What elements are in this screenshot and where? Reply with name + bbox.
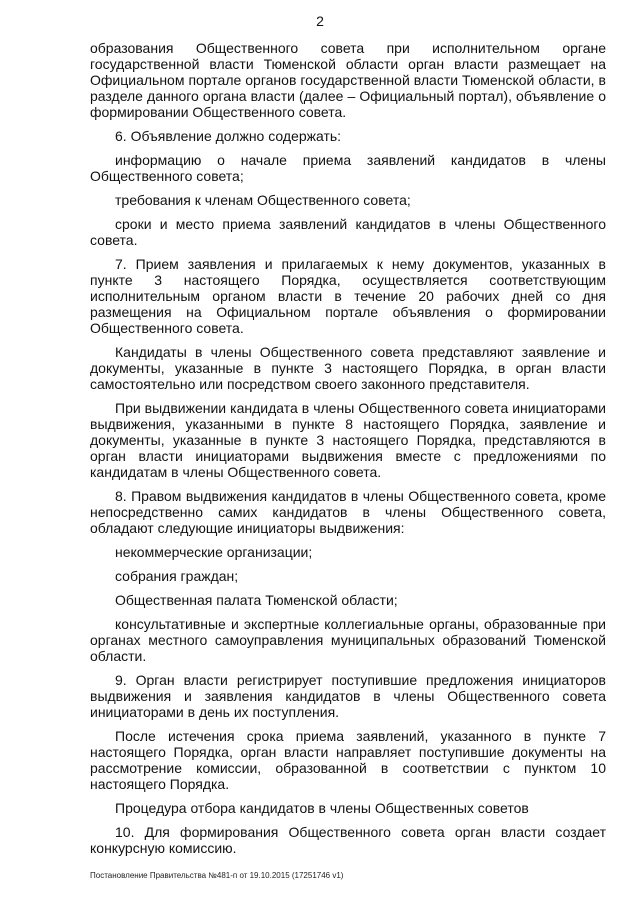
paragraph-0: образования Общественного совета при исполнительном органе государственной власти Тюменской области орган власти размещает на Официальном портале органов государственной власти Тюменской области, в разделе данного органа власти (далее – Официальный портал), объявление о формировании Общественного совета. <box>90 40 606 120</box>
paragraph-5: 7. Прием заявления и прилагаемых к нему документов, указанных в пункте 3 настоящего Порядка, осуществляется соответствующим исполнительным органом власти в течение 20 рабочих дней со дня размещения на Официальном портале объявления о формировании Общественного совета. <box>90 256 606 336</box>
paragraph-2: информацию о начале приема заявлений кандидатов в члены Общественного совета; <box>90 152 606 184</box>
paragraph-16: 10. Для формирования Общественного совета орган власти создает конкурсную комиссию. <box>90 824 606 856</box>
paragraph-11: Общественная палата Тюменской области; <box>115 592 398 608</box>
paragraph-10: собрания граждан; <box>115 568 239 584</box>
paragraph-13: 9. Орган власти регистрирует поступившие предложения инициаторов выдвижения и заявления кандидатов в члены Общественного совета инициаторами в день их поступления. <box>90 672 606 720</box>
document-footer: Постановление Правительства №481-п от 19.10.2015 (17251746 v1) <box>90 871 344 880</box>
paragraph-12: консультативные и экспертные коллегиальные органы, образованные при органах местного самоуправления муниципальных образований Тюменской области. <box>90 616 606 664</box>
paragraph-9: некоммерческие организации; <box>115 544 313 560</box>
paragraph-6: Кандидаты в члены Общественного совета представляют заявление и документы, указанные в пункте 3 настоящего Порядка, в орган власти самостоятельно или посредством своего законного представителя. <box>90 344 606 392</box>
paragraph-3: требования к членам Общественного совета; <box>115 192 411 208</box>
paragraph-1: 6. Объявление должно содержать: <box>115 128 342 144</box>
document-body <box>90 40 606 864</box>
paragraph-15: Процедура отбора кандидатов в члены Общественных советов <box>115 800 529 816</box>
paragraph-14: После истечения срока приема заявлений, указанного в пункте 7 настоящего Порядка, орган власти направляет поступившие документы на рассмотрение комиссии, образованной в соответствии с пунктом 10 настоящего Порядка. <box>90 728 606 792</box>
paragraph-4: сроки и место приема заявлений кандидатов в члены Общественного совета. <box>90 216 606 248</box>
paragraph-7: При выдвижении кандидата в члены Общественного совета инициаторами выдвижения, указанными в пункте 8 настоящего Порядка, заявление и документы, указанные в пункте 3 настоящего Порядка, представляются в орган власти инициаторами выдвижения вместе с предложениями по кандидатам в члены Общественного совета. <box>90 400 606 480</box>
page-number: 2 <box>316 13 324 29</box>
paragraph-8: 8. Правом выдвижения кандидатов в члены Общественного совета, кроме непосредственно самих кандидатов в члены Общественного совета, обладают следующие инициаторы выдвижения: <box>90 488 606 536</box>
